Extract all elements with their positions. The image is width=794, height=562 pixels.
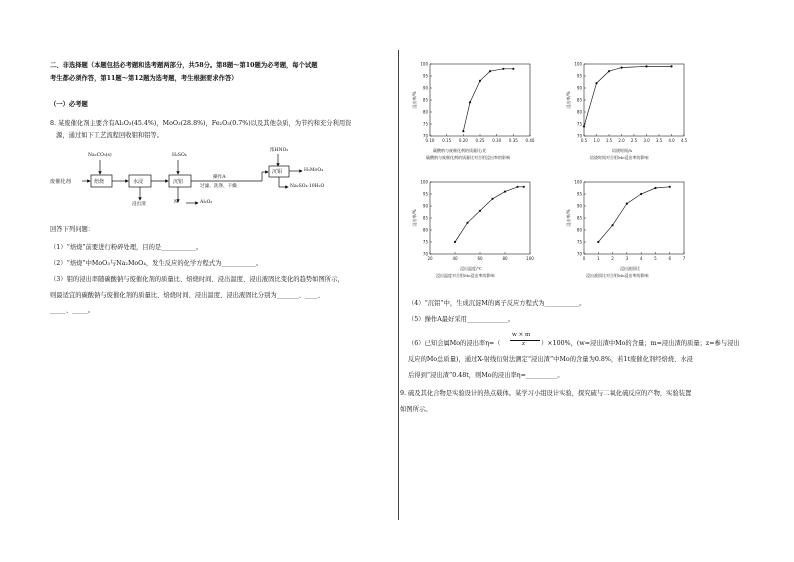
x-tick-label: 40 <box>452 256 458 261</box>
x-tick-label: 0 <box>582 256 586 261</box>
x-tick-label: 60 <box>477 256 483 261</box>
chart-1-xlabel: 碳酸钠与废催化剂的质量比/比 <box>433 148 487 153</box>
x-tick-label: 100 <box>526 256 534 261</box>
chart-4-caption: 浸出液固比对合钼Mo浸出率的影响 <box>586 273 649 278</box>
x-tick-label: 0.20 <box>458 138 468 143</box>
flow-product-na2so4: Na₂SO₄·10H₂O <box>290 184 325 189</box>
data-point <box>583 125 585 127</box>
flow-m-label: M <box>174 200 179 205</box>
chart-4-xlabel: 浸出液固比 <box>620 266 640 271</box>
y-tick-label: 90 <box>576 85 582 91</box>
y-tick-label: 70 <box>422 251 428 257</box>
data-point <box>479 210 481 212</box>
x-tick-label: 80 <box>502 256 508 261</box>
q8-sub-6-suffix: ）×100%，(w=浸出渣中Mo的含量；m=浸出渣的质量；z=参与浸出 <box>541 340 740 347</box>
y-tick-label: 80 <box>576 227 582 233</box>
data-point <box>597 241 599 243</box>
x-tick-label: 1.0 <box>593 138 600 143</box>
plot-frame <box>584 182 684 254</box>
x-tick-label: 0.15 <box>442 138 452 143</box>
q8-sub-3-line-1: （3）钼的浸出率随碳酸钠与废催化剂的质量比、焙烧时间、浸出温度、浸出液固比变化的趋势如图所示， <box>50 276 344 283</box>
y-tick-label: 70 <box>422 133 428 139</box>
q8-sub-3-line-3: _____、_____。 <box>50 307 95 314</box>
q8-text-line-2: 源，通过如下工艺流程回收钼和铝等。 <box>56 132 164 139</box>
q9-text-line-2: 如图所示。 <box>400 406 432 413</box>
data-point <box>669 186 671 188</box>
data-point <box>645 65 647 67</box>
flow-box-2-label: 水浸 <box>133 179 144 185</box>
data-point <box>626 203 628 205</box>
y-tick-label: 100 <box>574 61 582 67</box>
flow-product-h2moo4: H₂MoO₄ <box>304 168 323 173</box>
x-tick-label: 2.0 <box>618 138 625 143</box>
y-tick-label: 100 <box>420 61 428 67</box>
chart-roast-time <box>562 58 712 166</box>
q8-sub-4: （4）“沉铝”中，生成沉淀M的离子反应方程式为___________。 <box>408 300 586 307</box>
chart-3-caption: 浸出温度对合钼Mo浸出率的影响 <box>436 273 495 278</box>
data-point <box>454 241 456 243</box>
flow-operation-detail: 过滤、洗涤、干燥 <box>200 184 237 189</box>
y-tick-label: 70 <box>576 251 582 257</box>
x-tick-label: 2.5 <box>630 138 638 143</box>
x-tick-label: 3 <box>625 256 629 261</box>
x-tick-label: 3.0 <box>643 138 650 143</box>
flow-operation-label: 操作A <box>213 175 226 180</box>
data-point <box>608 70 610 72</box>
y-axis-label: 浸出率/% <box>566 209 571 227</box>
data-point <box>479 80 481 82</box>
x-tick-label: 0.35 <box>508 138 518 143</box>
plot-frame <box>430 64 530 136</box>
y-axis-label: 浸出率/% <box>566 91 571 109</box>
data-point <box>466 222 468 224</box>
data-point <box>523 186 525 188</box>
flow-reagent-hno3: 浓HNO₃ <box>270 148 289 153</box>
data-point <box>489 70 491 72</box>
y-tick-label: 90 <box>576 203 582 209</box>
y-tick-label: 85 <box>422 215 428 221</box>
flow-box-1-label: 焙烧 <box>94 179 105 185</box>
chart-liquid-solid-ratio <box>562 176 712 284</box>
data-point <box>491 198 493 200</box>
flow-reagent-na2co3: Na₂CO₃(s) <box>88 153 112 158</box>
x-tick-label: 3.5 <box>655 138 663 143</box>
y-tick-label: 85 <box>576 97 582 103</box>
section-heading-line-1: 二、非选择题（本题包括必考题和选考题两部分，共58分。第8题～第10题为必考题，每个试题 <box>50 62 318 69</box>
flow-box-4-label: 沉钼 <box>272 169 283 175</box>
flow-input-label: 废催化剂 <box>50 179 71 185</box>
y-tick-label: 75 <box>422 239 428 245</box>
x-tick-label: 6 <box>668 256 671 261</box>
q8-sub-6-prefix: （6）已知会属Mo的浸出率η=（ <box>408 340 501 347</box>
x-tick-label: 5 <box>654 256 657 261</box>
data-point <box>640 193 642 195</box>
flow-al2o3-label: Al₂O₃ <box>200 200 213 205</box>
fraction-denominator: z <box>522 341 525 347</box>
q8-sub-6-line-2: 反应的Mo总质量)，通过X-射线衍射法测定“浸出渣”中Mo的含量为0.8%，若1t废催化剂经焙烧、水浸 <box>408 356 693 363</box>
x-tick-label: 0.5 <box>580 138 588 143</box>
y-tick-label: 75 <box>576 121 582 127</box>
x-tick-label: 0.30 <box>492 138 502 143</box>
x-tick-label: 1.5 <box>605 138 613 143</box>
y-tick-label: 95 <box>576 73 582 79</box>
y-tick-label: 85 <box>576 215 582 221</box>
chart-leach-temp <box>408 176 558 284</box>
chart-2-caption: 焙烧时间对合钼Mo浸出率的影响 <box>590 155 649 160</box>
data-point <box>462 130 464 132</box>
chart-3-xlabel: 浸出温度/℃ <box>460 266 482 271</box>
y-tick-label: 95 <box>422 73 428 79</box>
data-point <box>670 65 672 67</box>
x-tick-label: 7 <box>682 256 686 261</box>
q8-text-line-1: 8. 某废催化剂主要含有Al₂O₃(45.4%)，MoO₃(28.8%)，Fe₂O₃(0.7%)以及其他杂质，为节约和充分利用资 <box>50 120 352 127</box>
y-tick-label: 80 <box>422 227 428 233</box>
q8-sub-3-line-2: 则最适宜的碳酸钠与废催化剂的质量比、焙烧时间、浸出温度、浸出液固比分别为_______、____、 <box>50 292 324 299</box>
x-tick-label: 0.40 <box>525 138 535 143</box>
y-tick-label: 100 <box>420 179 428 185</box>
y-tick-label: 75 <box>576 239 582 245</box>
q8-sub-6-line-3: 后得到“浸出渣”0.48t，则Mo的浸出率η=__________。 <box>408 372 564 379</box>
y-tick-label: 70 <box>576 133 582 139</box>
series-line <box>455 187 524 242</box>
y-tick-label: 80 <box>576 109 582 115</box>
chart-mass-ratio <box>408 58 558 166</box>
process-flow-diagram <box>50 144 350 214</box>
plot-frame <box>430 182 530 254</box>
y-tick-label: 100 <box>574 179 582 185</box>
y-tick-label: 80 <box>422 109 428 115</box>
x-tick-label: 0.10 <box>425 138 435 143</box>
plot-frame <box>584 64 684 136</box>
x-tick-label: 4.0 <box>668 138 675 143</box>
data-point <box>502 68 504 70</box>
y-tick-label: 95 <box>422 191 428 197</box>
q9-text-line-1: 9. 硫及其化合物是实验设计的热点载体。某学习小组设计实验，探究硫与二氧化硫反应的产物，实验装置 <box>400 390 692 397</box>
data-point <box>512 68 514 70</box>
y-tick-label: 85 <box>422 97 428 103</box>
data-point <box>654 187 656 189</box>
y-axis-label: 浸出率/% <box>412 91 417 109</box>
y-tick-label: 90 <box>422 85 428 91</box>
data-point <box>611 224 613 226</box>
section-heading-line-2: 考生都必须作答，第11题～第12题为选考题，考生根据要求作答） <box>50 75 238 82</box>
x-tick-label: 2 <box>611 256 614 261</box>
x-tick-label: 0.25 <box>475 138 485 143</box>
flow-reagent-h2so4: H₂SO₄ <box>172 153 187 158</box>
x-tick-label: 20 <box>427 256 433 261</box>
y-tick-label: 90 <box>422 203 428 209</box>
series-line <box>463 69 513 131</box>
x-tick-label: 4.5 <box>680 138 688 143</box>
chart-2-xlabel: 焙烧时间/h <box>612 148 632 153</box>
data-point <box>595 82 597 84</box>
y-axis-label: 浸出率/% <box>412 209 417 227</box>
x-tick-label: 4 <box>639 256 643 261</box>
data-point <box>620 67 622 69</box>
x-tick-label: 1 <box>597 256 600 261</box>
flow-box-3-label: 沉铝 <box>173 179 184 185</box>
y-tick-label: 75 <box>422 121 428 127</box>
data-point <box>516 186 518 188</box>
y-tick-label: 95 <box>576 191 582 197</box>
answer-intro: 回答下列问题： <box>50 226 95 233</box>
chart-1-caption: 碳酸钠与废催化剂的质量比对合钼浸出率的影响 <box>426 155 510 160</box>
flow-residue-label: 浸出渣 <box>132 202 146 207</box>
data-point <box>504 191 506 193</box>
fraction-numerator: w × m <box>512 332 531 338</box>
q8-sub-2: （2）“焙烧”中MoO₃与Na₂MoO₄，发生反应的化学方程式为___________。 <box>50 260 263 267</box>
series-line <box>584 66 672 126</box>
subheading-required: （一）必考题 <box>50 101 88 108</box>
q8-sub-1: （1）“焙烧”前要进行粉碎处理，目的是___________。 <box>50 244 203 251</box>
column-divider <box>398 50 399 520</box>
q8-sub-5: （5）操作A最好采用_____________。 <box>408 316 515 323</box>
data-point <box>469 101 471 103</box>
fraction-bar <box>510 340 540 341</box>
series-line <box>598 187 669 242</box>
